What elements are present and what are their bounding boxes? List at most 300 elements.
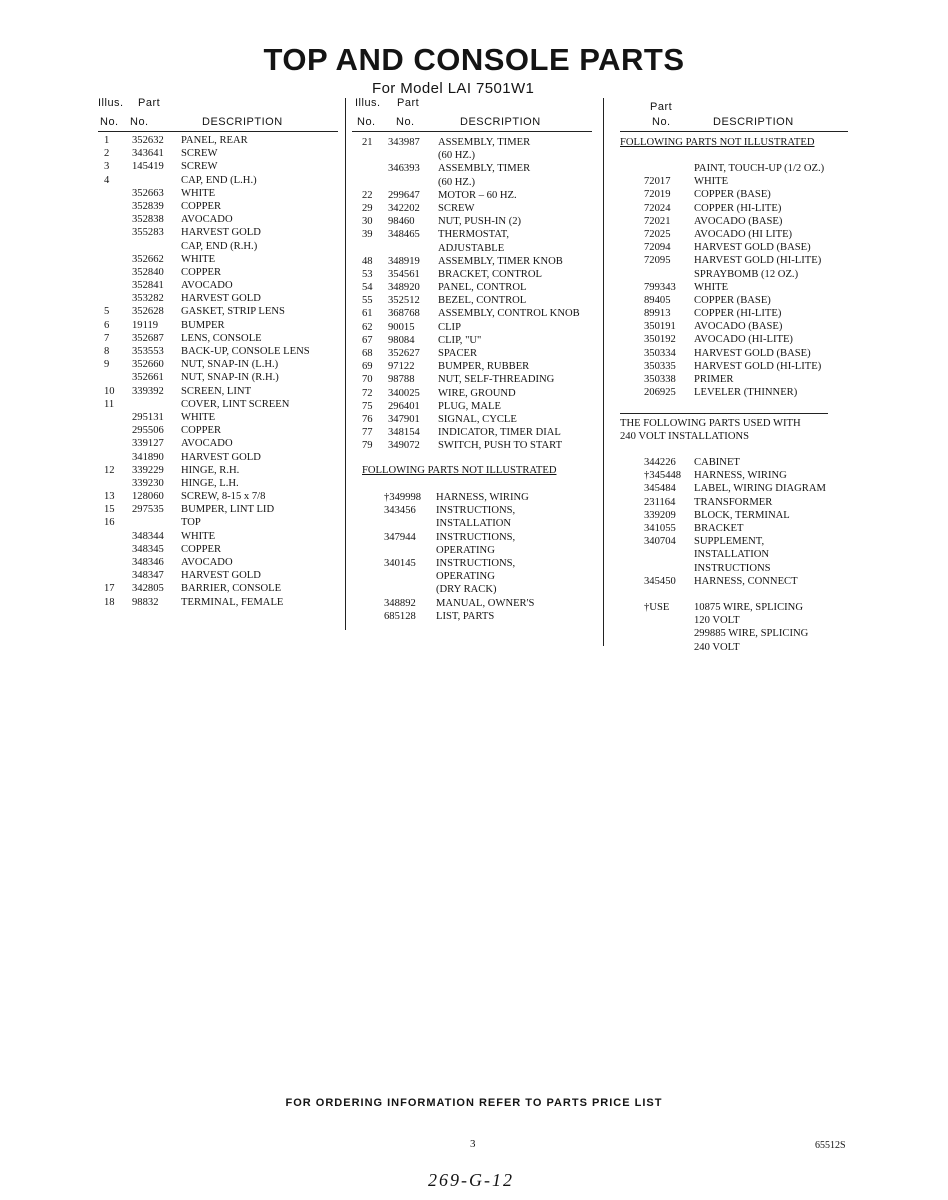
- column-divider: [603, 98, 604, 646]
- parts-row: [352, 228, 600, 241]
- part-description: INSTRUCTIONS,: [436, 505, 516, 517]
- parts-row: [352, 491, 600, 504]
- part-description: CAP, END (R.H.): [181, 240, 258, 252]
- illus-number: 3: [104, 161, 110, 173]
- parts-row: [614, 281, 864, 294]
- parts-row: [98, 187, 343, 200]
- header-rule: [620, 131, 848, 132]
- part-description: (60 HZ.): [438, 176, 476, 188]
- part-number: 353553: [132, 346, 164, 357]
- illus-number: 1: [104, 135, 110, 146]
- parts-row: [614, 601, 864, 614]
- parts-row: [614, 614, 864, 627]
- part-description: SUPPLEMENT,: [694, 536, 765, 548]
- parts-row: [352, 189, 600, 202]
- parts-row: [98, 490, 343, 503]
- illus-number: 62: [362, 321, 373, 333]
- parts-row: [614, 469, 864, 482]
- part-description: COPPER (BASE): [694, 294, 771, 306]
- part-number: 349072: [388, 440, 420, 452]
- parts-row: [614, 188, 864, 201]
- illus-number: 79: [362, 440, 373, 452]
- parts-row: [98, 556, 343, 569]
- part-description: SCREW: [181, 148, 218, 160]
- part-description: CAP, END (L.H.): [181, 174, 257, 186]
- page-number: 3: [470, 1138, 476, 1150]
- part-description: INSTRUCTIONS,: [436, 557, 516, 569]
- part-number: 352838: [132, 214, 164, 226]
- part-description: AVOCADO: [181, 438, 233, 450]
- part-description: NUT, PUSH-IN (2): [438, 216, 522, 228]
- parts-row: [614, 373, 864, 386]
- part-description: MOTOR – 60 HZ.: [438, 189, 517, 201]
- part-number: 339127: [132, 438, 164, 450]
- part-description: ASSEMBLY, CONTROL KNOB: [438, 308, 580, 320]
- part-number: 350192: [644, 334, 676, 346]
- part-number: 348347: [132, 570, 164, 582]
- part-description: ASSEMBLY, TIMER KNOB: [438, 255, 563, 267]
- parts-row: [614, 228, 864, 241]
- part-description: AVOCADO (BASE): [694, 321, 783, 333]
- part-number: 352632: [132, 135, 164, 146]
- part-description: COPPER: [181, 200, 222, 212]
- parts-row: [98, 332, 343, 345]
- part-description: MANUAL, OWNER'S: [436, 597, 535, 609]
- parts-row: [614, 307, 864, 320]
- part-number: 352841: [132, 280, 164, 292]
- parts-row: [98, 543, 343, 556]
- part-number: 297535: [132, 504, 164, 516]
- parts-row: [98, 385, 343, 398]
- parts-row: [98, 358, 343, 371]
- illus-number: 76: [362, 413, 373, 425]
- part-number: 352840: [132, 266, 164, 278]
- part-number: 340145: [384, 557, 416, 569]
- parts-row: [98, 226, 343, 239]
- illus-number: 39: [362, 229, 373, 241]
- part-number: 206925: [644, 387, 676, 399]
- parts-row: [352, 307, 600, 320]
- parts-row: [352, 162, 600, 175]
- parts-row: [352, 268, 600, 281]
- part-description: BRACKET, CONTROL: [438, 268, 542, 280]
- part-description: COPPER (BASE): [694, 189, 771, 201]
- part-description: GASKET, STRIP LENS: [181, 306, 285, 318]
- illus-number: 8: [104, 346, 110, 357]
- parts-row: [98, 516, 343, 529]
- parts-list-column-3: [614, 162, 864, 399]
- part-number: 295131: [132, 411, 164, 423]
- part-description: COPPER: [181, 425, 222, 437]
- illus-number: 75: [362, 400, 373, 412]
- illus-number: 16: [104, 517, 115, 529]
- parts-row: [352, 583, 600, 596]
- parts-row: [614, 509, 864, 522]
- parts-row: [614, 215, 864, 228]
- parts-row: [352, 176, 600, 189]
- parts-row: [98, 253, 343, 266]
- part-description: BUMPER: [181, 319, 225, 331]
- description-header: DESCRIPTION: [713, 116, 794, 128]
- part-number: 344226: [644, 457, 676, 468]
- illus-number: 29: [362, 202, 373, 214]
- part-description: OPERATING: [436, 571, 495, 583]
- part-description: ADJUSTABLE: [438, 242, 505, 254]
- part-number: 145419: [132, 161, 164, 173]
- illus-number: 6: [104, 319, 110, 331]
- part-number: 352687: [132, 332, 164, 344]
- description-header: DESCRIPTION: [202, 116, 283, 128]
- part-number: †349998: [384, 492, 422, 503]
- part-description: HARNESS, WIRING: [436, 492, 529, 503]
- illus-number: 2: [104, 148, 110, 160]
- illus-no-header: No.: [357, 116, 376, 128]
- use-note-label: †USE: [644, 602, 670, 613]
- parts-row: [614, 241, 864, 254]
- part-number: 299647: [388, 189, 420, 201]
- part-number: 98460: [388, 216, 415, 228]
- part-number: 348346: [132, 557, 164, 568]
- use-note-text: 10875 WIRE, SPLICING: [694, 602, 803, 613]
- illus-number: 5: [104, 306, 110, 318]
- parts-row: [98, 345, 343, 358]
- part-number: 231164: [644, 496, 676, 508]
- part-description: PLUG, MALE: [438, 400, 501, 412]
- part-description: HARVEST GOLD: [181, 293, 261, 305]
- parts-row: [352, 334, 600, 347]
- parts-row: [352, 557, 600, 570]
- part-description: WHITE: [181, 187, 216, 199]
- illus-number: 18: [104, 596, 115, 608]
- illus-number: 22: [362, 189, 373, 201]
- page-subtitle: For Model LAI 7501W1: [372, 80, 535, 97]
- parts-row: [352, 413, 600, 426]
- illus-number: 70: [362, 374, 373, 386]
- parts-row: [98, 424, 343, 437]
- parts-row: [98, 503, 343, 516]
- part-number: 347944: [384, 531, 416, 543]
- page-code: 65512S: [815, 1140, 846, 1151]
- part-description: (DRY RACK): [436, 584, 497, 596]
- part-number: 799343: [644, 281, 676, 293]
- page-title: TOP AND CONSOLE PARTS: [263, 42, 685, 77]
- parts-row: [614, 562, 864, 575]
- part-number: 345450: [644, 575, 676, 587]
- part-description: BEZEL, CONTROL: [438, 295, 527, 307]
- parts-row: [614, 522, 864, 535]
- part-number: 345484: [644, 483, 676, 495]
- parts-row: [98, 213, 343, 226]
- illus-number: 17: [104, 583, 115, 595]
- part-number: 348344: [132, 530, 164, 542]
- parts-row: [352, 149, 600, 162]
- illus-header: Illus.: [98, 97, 124, 109]
- part-description: SCREEN, LINT: [181, 385, 252, 397]
- part-description: SPACER: [438, 348, 478, 359]
- parts-row: [98, 530, 343, 543]
- part-description: INSTALLATION: [436, 518, 512, 530]
- illus-number: 69: [362, 361, 373, 373]
- parts-row: [98, 134, 343, 147]
- part-number: 72024: [644, 202, 671, 214]
- parts-row: [98, 582, 343, 595]
- parts-row: [614, 548, 864, 561]
- part-number: 346393: [388, 163, 420, 175]
- part-number: 352662: [132, 253, 164, 265]
- part-number: 98084: [388, 334, 415, 346]
- part-number: 350334: [644, 347, 676, 359]
- part-description: INDICATOR, TIMER DIAL: [438, 427, 561, 439]
- illus-number: 61: [362, 308, 373, 320]
- parts-row: [98, 200, 343, 213]
- part-description: HARVEST GOLD (BASE): [694, 347, 811, 359]
- parts-list-240v: [614, 456, 864, 588]
- part-description: WHITE: [181, 530, 216, 542]
- parts-row: [352, 439, 600, 452]
- part-header: Part: [397, 97, 420, 109]
- part-number: 339229: [132, 464, 164, 476]
- use-note-text: 299885 WIRE, SPLICING: [694, 628, 809, 640]
- part-description: TRANSFORMER: [694, 496, 773, 508]
- part-number: 350191: [644, 321, 676, 333]
- part-description: TOP: [181, 517, 201, 529]
- part-description: PANEL, CONTROL: [438, 282, 527, 294]
- parts-row: [352, 321, 600, 334]
- parts-row: [352, 360, 600, 373]
- parts-row: [98, 319, 343, 332]
- part-description: HARVEST GOLD: [181, 451, 261, 463]
- parts-row: [352, 202, 600, 215]
- illus-number: 7: [104, 332, 110, 344]
- part-description: HINGE, L.H.: [181, 477, 239, 489]
- part-description: PRIMER: [694, 374, 734, 385]
- part-number: 19119: [132, 319, 159, 331]
- part-number: 72095: [644, 255, 671, 267]
- part-number: 98832: [132, 596, 159, 608]
- part-number: 340704: [644, 536, 676, 548]
- part-number: 348892: [384, 597, 416, 609]
- part-description: CABINET: [694, 457, 740, 468]
- part-description: AVOCADO: [181, 557, 233, 568]
- part-description: SPRAYBOMB (12 OZ.): [694, 268, 799, 280]
- parts-list-column-2: [352, 136, 600, 453]
- use-note-text: 240 VOLT: [694, 641, 740, 653]
- part-description: NUT, SNAP-IN (L.H.): [181, 359, 279, 371]
- part-description: LEVELER (THINNER): [694, 387, 798, 399]
- parts-list-column-2-not-illustrated: [352, 491, 600, 623]
- part-description: SCREW: [181, 161, 218, 173]
- parts-row: [614, 575, 864, 588]
- part-number: 368768: [388, 308, 420, 320]
- part-number: 72094: [644, 242, 671, 254]
- illus-number: 10: [104, 385, 115, 397]
- part-description: ASSEMBLY, TIMER: [438, 163, 531, 175]
- parts-row: [614, 254, 864, 267]
- parts-row: [352, 373, 600, 386]
- part-number: 355283: [132, 227, 164, 239]
- part-description: BUMPER, LINT LID: [181, 504, 275, 516]
- part-number: 350338: [644, 374, 676, 385]
- part-description: WHITE: [694, 281, 729, 293]
- illus-number: 9: [104, 359, 110, 371]
- parts-row: [98, 464, 343, 477]
- part-number: 72019: [644, 189, 671, 201]
- part-number: 339209: [644, 509, 676, 521]
- parts-row: [98, 292, 343, 305]
- parts-row: [614, 641, 864, 654]
- illus-number: 11: [104, 398, 115, 410]
- part-description: COPPER (HI-LITE): [694, 202, 782, 214]
- illus-number: 21: [362, 137, 373, 148]
- parts-row: [352, 504, 600, 517]
- parts-row: [614, 496, 864, 509]
- part-number: †345448: [644, 470, 682, 482]
- parts-row: [352, 215, 600, 228]
- part-description: THERMOSTAT,: [438, 229, 510, 241]
- parts-row: [98, 147, 343, 160]
- part-number: 72025: [644, 228, 671, 240]
- part-description: HARVEST GOLD: [181, 227, 261, 239]
- part-header: Part: [650, 101, 673, 113]
- parts-row: [352, 517, 600, 530]
- parts-row: [98, 240, 343, 253]
- part-number: 340025: [388, 387, 420, 399]
- part-description: AVOCADO (HI LITE): [694, 228, 793, 240]
- part-header: Part: [138, 97, 161, 109]
- part-description: BARRIER, CONSOLE: [181, 583, 282, 595]
- part-description: TERMINAL, FEMALE: [181, 596, 284, 608]
- part-description: LIST, PARTS: [436, 610, 495, 622]
- splicing-note: [614, 601, 864, 654]
- part-number: 90015: [388, 321, 415, 333]
- part-number: 348154: [388, 427, 420, 439]
- parts-row: [352, 281, 600, 294]
- parts-row: [614, 175, 864, 188]
- part-number: 352839: [132, 200, 164, 212]
- part-number: 354561: [388, 268, 420, 280]
- part-number: 296401: [388, 400, 420, 412]
- part-description: BACK-UP, CONSOLE LENS: [181, 346, 310, 357]
- part-description: SCREW: [438, 202, 475, 214]
- handwritten-note: 269-G-12: [428, 1170, 514, 1190]
- description-header: DESCRIPTION: [460, 116, 541, 128]
- illus-number: 30: [362, 216, 373, 228]
- illus-number: 12: [104, 464, 115, 476]
- part-number: 685128: [384, 610, 416, 622]
- parts-row: [98, 451, 343, 464]
- part-description: WHITE: [181, 411, 216, 423]
- part-number: 339230: [132, 477, 164, 489]
- part-description: PAINT, TOUCH-UP (1/2 OZ.): [694, 163, 825, 174]
- part-description: PANEL, REAR: [181, 135, 248, 146]
- parts-row: [352, 347, 600, 360]
- part-description: AVOCADO: [181, 214, 233, 226]
- part-number: 353282: [132, 293, 164, 305]
- part-description: WHITE: [694, 176, 729, 188]
- part-description: CLIP: [438, 321, 461, 333]
- part-number: 343456: [384, 505, 416, 517]
- part-description: SCREW, 8-15 x 7/8: [181, 491, 266, 503]
- ordering-footer: FOR ORDERING INFORMATION REFER TO PARTS PRICE LIST: [285, 1097, 663, 1109]
- part-description: BLOCK, TERMINAL: [694, 509, 790, 521]
- header-rule: [98, 131, 338, 132]
- part-number: 72021: [644, 215, 671, 227]
- part-description: HARVEST GOLD (HI-LITE): [694, 255, 822, 267]
- part-description: WIRE, GROUND: [438, 387, 516, 399]
- part-number: 295506: [132, 425, 164, 437]
- part-description: WHITE: [181, 253, 216, 265]
- part-no-header: No.: [130, 116, 149, 128]
- part-number: 97122: [388, 361, 415, 373]
- part-number: 341055: [644, 522, 676, 534]
- parts-row: [352, 544, 600, 557]
- part-description: AVOCADO (BASE): [694, 215, 783, 227]
- part-number: 342202: [388, 202, 420, 214]
- illus-number: 67: [362, 334, 373, 346]
- parts-list-column-1: [98, 134, 343, 609]
- illus-number: 13: [104, 491, 115, 503]
- part-description: NUT, SNAP-IN (R.H.): [181, 372, 279, 384]
- use-note-text: 120 VOLT: [694, 615, 740, 627]
- part-description: LABEL, WIRING DIAGRAM: [694, 483, 826, 495]
- part-number: 352512: [388, 295, 420, 307]
- part-description: INSTRUCTIONS,: [436, 531, 516, 543]
- part-no-header: No.: [396, 116, 415, 128]
- parts-row: [98, 596, 343, 609]
- parts-row: [352, 136, 600, 149]
- part-description: BRACKET: [694, 522, 744, 534]
- illus-number: 55: [362, 295, 373, 307]
- section-heading-240v-line2: 240 VOLT INSTALLATIONS: [620, 431, 750, 442]
- header-rule: [352, 131, 592, 132]
- parts-row: [98, 371, 343, 384]
- part-description: COPPER (HI-LITE): [694, 308, 782, 320]
- parts-row: [614, 294, 864, 307]
- part-description: LENS, CONSOLE: [181, 332, 262, 344]
- illus-header: Illus.: [355, 97, 381, 109]
- part-description: HARVEST GOLD: [181, 570, 261, 582]
- parts-row: [614, 333, 864, 346]
- parts-row: [352, 294, 600, 307]
- part-number: 348465: [388, 229, 420, 241]
- parts-row: [98, 266, 343, 279]
- part-description: BUMPER, RUBBER: [438, 361, 530, 373]
- parts-row: [352, 400, 600, 413]
- parts-row: [614, 202, 864, 215]
- parts-row: [352, 387, 600, 400]
- part-number: 352628: [132, 306, 164, 318]
- part-number: 352661: [132, 372, 164, 384]
- parts-row: [352, 255, 600, 268]
- part-number: 352627: [388, 348, 420, 359]
- part-description: HARVEST GOLD (HI-LITE): [694, 360, 822, 372]
- part-description: COVER, LINT SCREEN: [181, 398, 290, 410]
- parts-row: [352, 570, 600, 583]
- parts-row: [352, 426, 600, 439]
- part-number: 342805: [132, 583, 164, 595]
- parts-row: [98, 279, 343, 292]
- parts-row: [98, 437, 343, 450]
- part-number: 128060: [132, 491, 164, 503]
- illus-number: 68: [362, 348, 373, 359]
- section-heading-240v-line1: THE FOLLOWING PARTS USED WITH: [620, 418, 801, 429]
- parts-row: [614, 347, 864, 360]
- part-number: 339392: [132, 385, 164, 397]
- parts-row: [98, 160, 343, 173]
- illus-number: 4: [104, 174, 110, 186]
- part-description: COPPER: [181, 543, 222, 555]
- part-number: 89405: [644, 294, 671, 306]
